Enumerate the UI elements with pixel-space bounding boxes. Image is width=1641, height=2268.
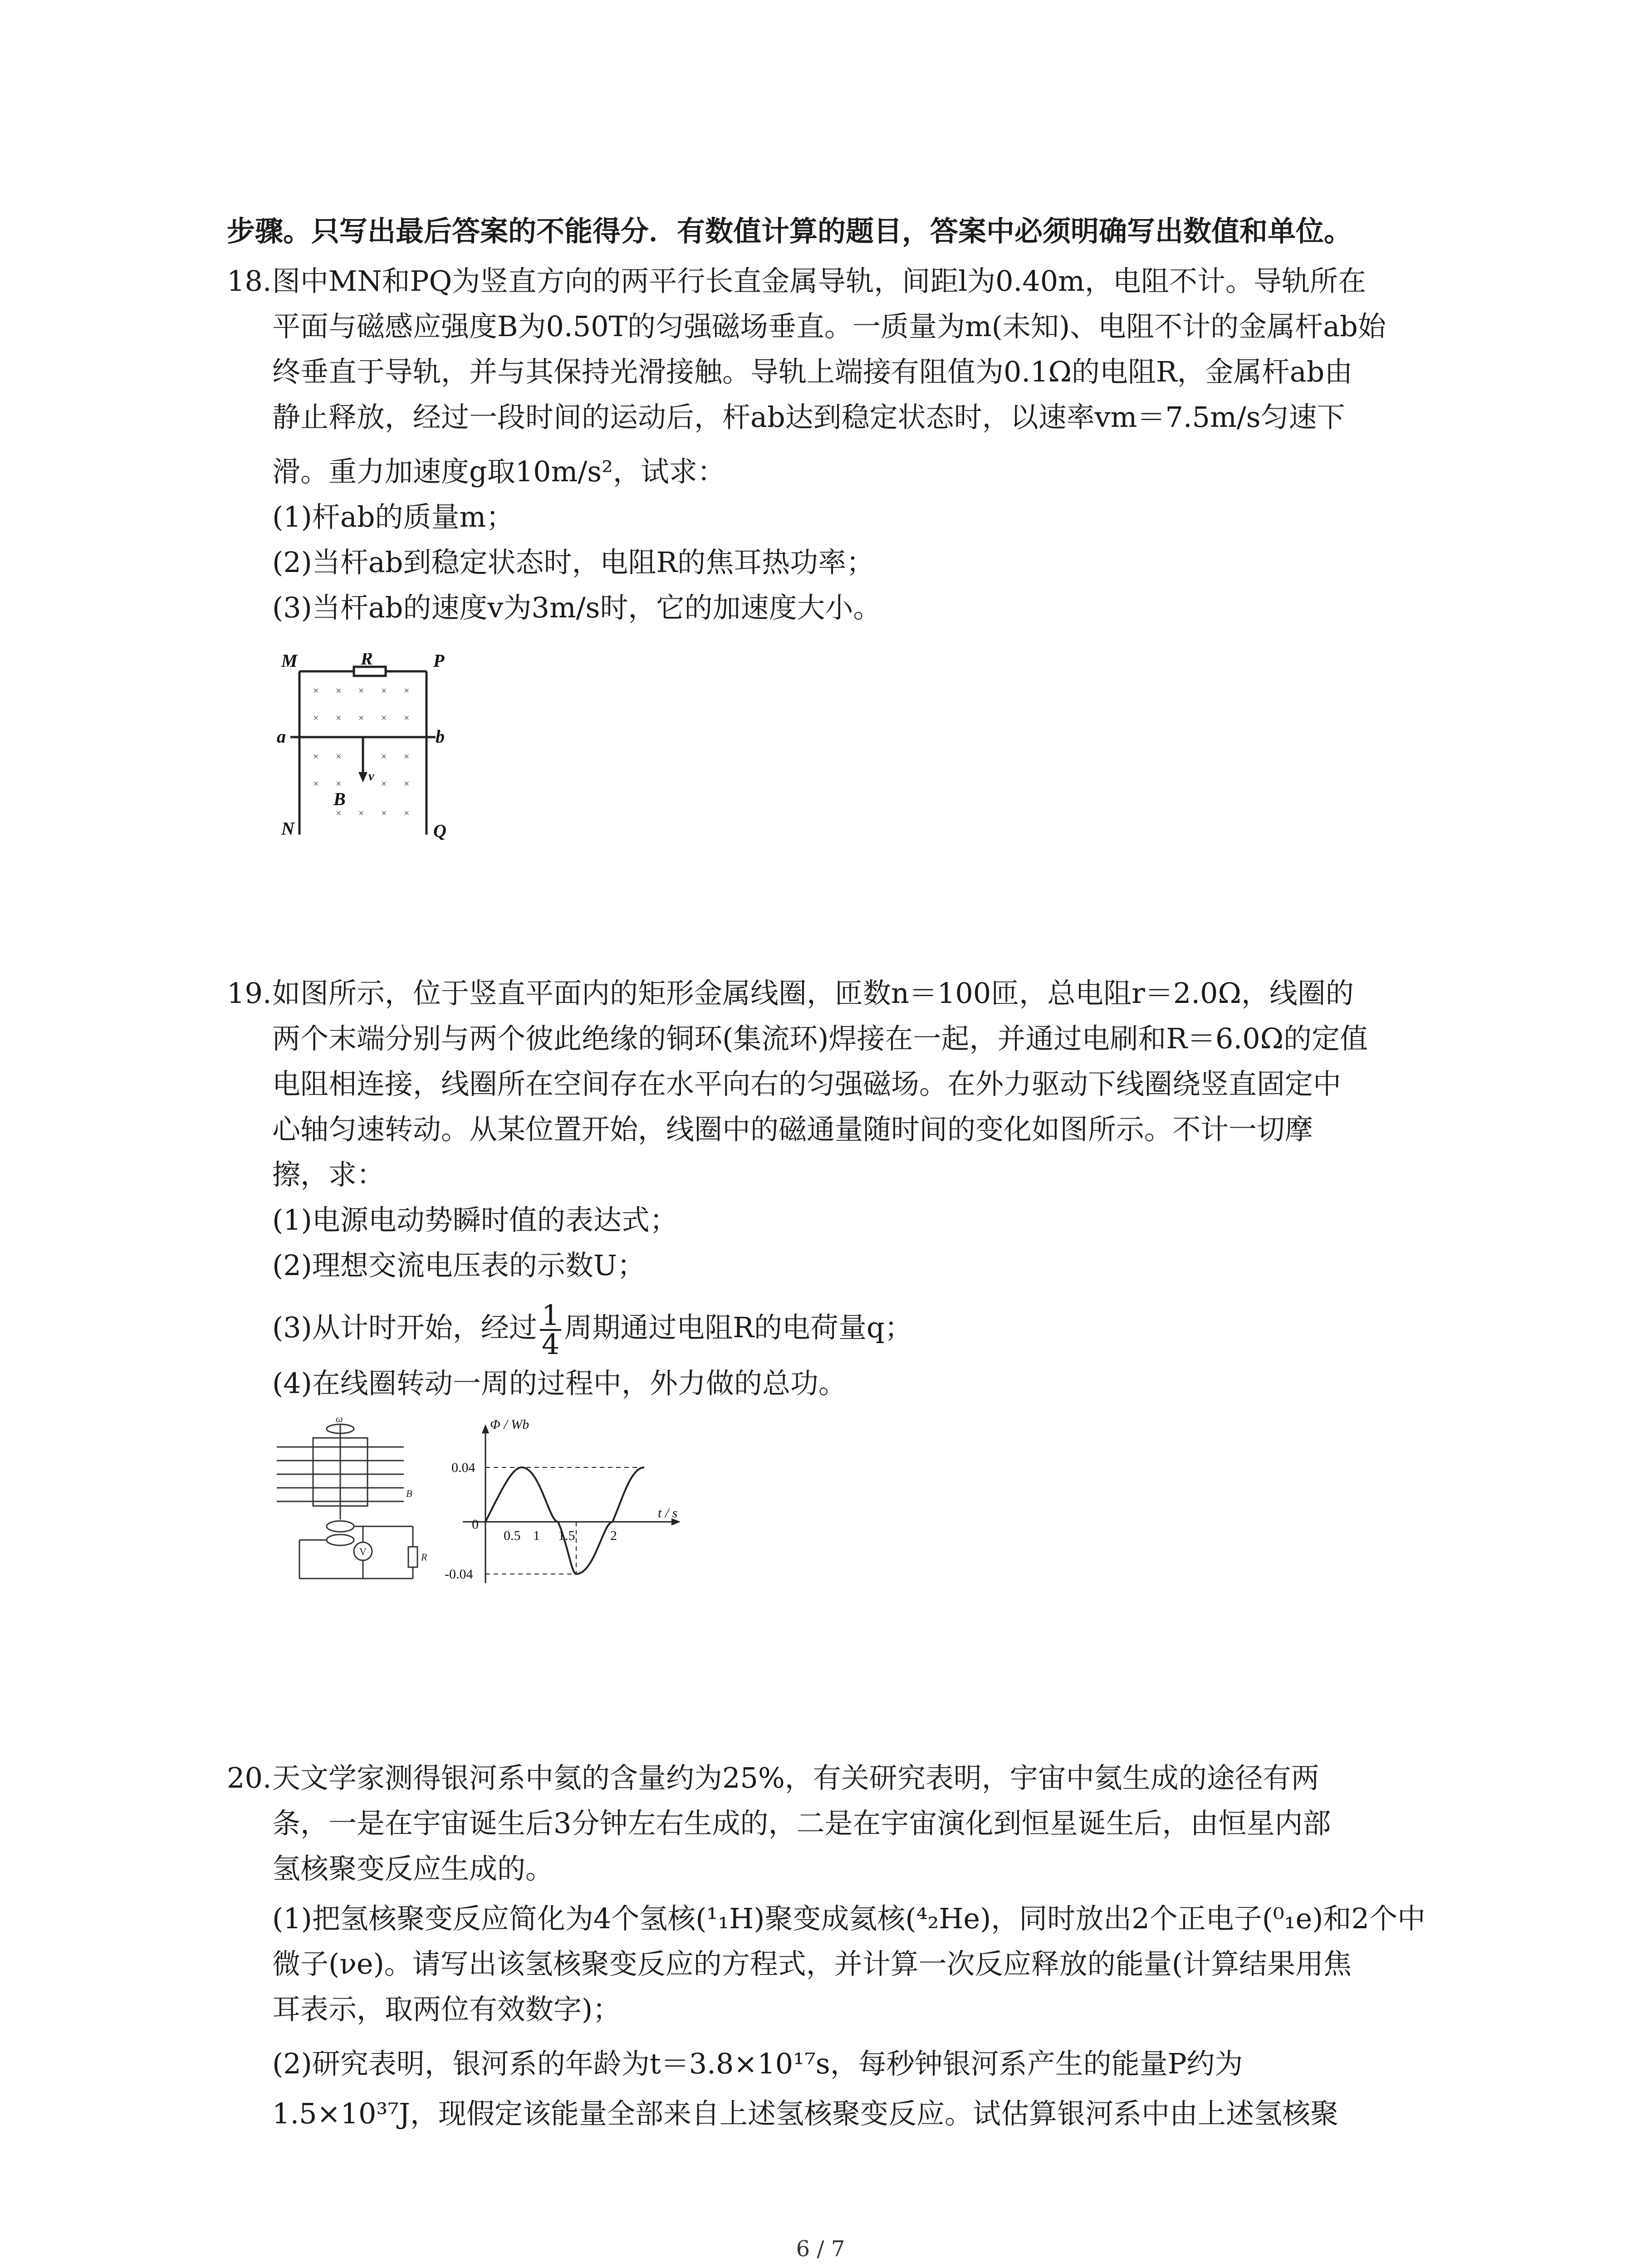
- svg-text:×: ×: [358, 807, 364, 819]
- label-N: N: [281, 818, 294, 839]
- q18-line-3: 终垂直于导轨，并与其保持光滑接触。导轨上端接有阻值为0.1Ω的电阻R，金属杆ab由: [272, 355, 1353, 388]
- svg-text:×: ×: [313, 712, 319, 723]
- label-b: b: [436, 726, 445, 747]
- q18-line-1: 图中MN和PQ为竖直方向的两平行长直金属导轨，间距l为0.40m，电阻不计。导轨所在: [272, 264, 1366, 298]
- svg-text:×: ×: [313, 778, 319, 789]
- graph-xlabel: t / s: [658, 1505, 678, 1520]
- svg-text:×: ×: [313, 685, 319, 696]
- fraction-denominator: 4: [541, 1328, 560, 1361]
- svg-text:×: ×: [404, 751, 410, 762]
- question-19-number: 19.: [227, 977, 272, 1010]
- graph-ylabel: Φ / Wb: [490, 1417, 529, 1432]
- q20-line-5: 微子(νe)。请写出该氢核聚变反应的方程式，并计算一次反应释放的能量(计算结果用焦: [272, 1947, 1352, 1980]
- x-tick-1.5: 1.5: [558, 1528, 575, 1543]
- svg-text:×: ×: [336, 807, 342, 819]
- q18-line-2: 平面与磁感应强度B为0.50T的匀强磁场垂直。一质量为m(未知)、电阻不计的金属杆ab始: [272, 310, 1386, 343]
- svg-text:×: ×: [381, 778, 387, 789]
- x-tick-0.5: 0.5: [504, 1528, 521, 1543]
- instruction-text: 步骤。只写出最后答案的不能得分．有数值计算的题目，答案中必须明确写出数值和单位。: [227, 215, 1352, 248]
- label-M: M: [281, 653, 298, 671]
- q19-item-2: (2)理想交流电压表的示数U；: [272, 1249, 646, 1282]
- field-b-label: B: [406, 1488, 412, 1499]
- q19-line-3: 电阻相连接，线圈所在空间存在水平向右的匀强磁场。在外力驱动下线圈绕竖直固定中: [272, 1067, 1342, 1100]
- q20-line-4: (1)把氢核聚变反应简化为4个氢核(¹₁H)聚变成氦核(⁴₂He)，同时放出2个正电子(⁰₁e)和2个中: [272, 1902, 1425, 1935]
- svg-text:×: ×: [404, 712, 410, 723]
- x-tick-1: 1: [533, 1528, 540, 1543]
- q18-line-4: 静止释放，经过一段时间的运动后，杆ab达到稳定状态时，以速率vm＝7.5m/s匀速下: [272, 401, 1345, 434]
- svg-text:×: ×: [381, 807, 387, 819]
- svg-text:×: ×: [381, 712, 387, 723]
- fraction-numerator: 1: [540, 1302, 561, 1331]
- q18-line-5: 滑。重力加速度g取10m/s²，试求：: [272, 455, 725, 488]
- resistor-r-label: R: [421, 1551, 427, 1563]
- graph-origin: 0: [472, 1517, 479, 1532]
- q19-line-5: 擦，求：: [272, 1158, 385, 1191]
- label-v: v: [368, 769, 374, 783]
- x-tick-2: 2: [610, 1528, 617, 1543]
- q20-line-3: 氢核聚变反应生成的。: [272, 1852, 554, 1885]
- y-tick-positive: 0.04: [451, 1460, 475, 1475]
- q20-line-2: 条，一是在宇宙诞生后3分钟左右生成的，二是在宇宙演化到恒星诞生后，由恒星内部: [272, 1807, 1331, 1840]
- q19-line-2: 两个末端分别与两个彼此绝缘的铜环(集流环)焊接在一起，并通过电刷和R＝6.0Ω的定值: [272, 1022, 1368, 1055]
- label-R: R: [361, 653, 373, 669]
- svg-text:×: ×: [336, 712, 342, 723]
- svg-text:×: ×: [404, 807, 410, 819]
- svg-text:×: ×: [336, 685, 342, 696]
- svg-text:×: ×: [404, 685, 410, 696]
- svg-text:×: ×: [313, 751, 319, 762]
- q19-coil-apparatus: [277, 1415, 440, 1597]
- label-a: a: [277, 726, 286, 747]
- q18-item-1: (1)杆ab的质量m；: [272, 500, 514, 533]
- q20-line-8: 1.5×10³⁷J，现假定该能量全部来自上述氢核聚变反应。试估算银河系中由上述氢核聚: [272, 2097, 1339, 2130]
- voltmeter-label: V: [359, 1546, 367, 1557]
- question-18-number: 18.: [227, 264, 272, 298]
- q19-item-3-prefix: (3)从计时开始，经过: [272, 1311, 537, 1344]
- quarter-fraction: [540, 1299, 561, 1361]
- q19-item-4: (4)在线圈转动一周的过程中，外力做的总功。: [272, 1367, 847, 1400]
- svg-text:×: ×: [381, 751, 387, 762]
- omega-label: ω: [336, 1415, 343, 1424]
- q19-line-1: 如图所示，位于竖直平面内的矩形金属线圈，匝数n＝100匝，总电阻r＝2.0Ω，线圈的: [272, 977, 1354, 1010]
- svg-text:×: ×: [381, 685, 387, 696]
- q19-item-3: [272, 1299, 913, 1361]
- label-P: P: [433, 653, 445, 671]
- page-number: 6 / 7: [796, 2236, 845, 2262]
- y-tick-negative: -0.04: [445, 1567, 473, 1582]
- q18-item-3: (3)当杆ab的速度v为3m/s时，它的加速度大小。: [272, 591, 882, 624]
- svg-text:×: ×: [404, 778, 410, 789]
- q18-item-2: (2)当杆ab到稳定状态时，电阻R的焦耳热功率；: [272, 546, 875, 579]
- q19-line-4: 心轴匀速转动。从某位置开始，线圈中的磁通量随时间的变化如图所示。不计一切摩: [272, 1113, 1313, 1146]
- q19-flux-graph: [431, 1415, 685, 1597]
- q19-item-1: (1)电源电动势瞬时值的表达式；: [272, 1203, 678, 1237]
- q20-line-6: 耳表示，取两位有效数字)；: [272, 1993, 621, 2026]
- label-B: B: [333, 789, 346, 809]
- flux-curve: [485, 1467, 644, 1574]
- q19-item-3-suffix: 周期通过电阻R的电荷量q；: [564, 1311, 913, 1344]
- svg-text:×: ×: [336, 751, 342, 762]
- svg-text:×: ×: [358, 685, 364, 696]
- svg-text:×: ×: [336, 778, 342, 789]
- q20-line-7: (2)研究表明，银河系的年龄为t＝3.8×10¹⁷s，每秒钟银河系产生的能量P约为: [272, 2047, 1243, 2080]
- question-20-number: 20.: [227, 1761, 272, 1794]
- label-Q: Q: [433, 821, 446, 841]
- svg-text:×: ×: [358, 712, 364, 723]
- q18-rail-diagram: [272, 653, 472, 848]
- q20-line-1: 天文学家测得银河系中氦的含量约为25%，有关研究表明，宇宙中氦生成的途径有两: [272, 1761, 1319, 1794]
